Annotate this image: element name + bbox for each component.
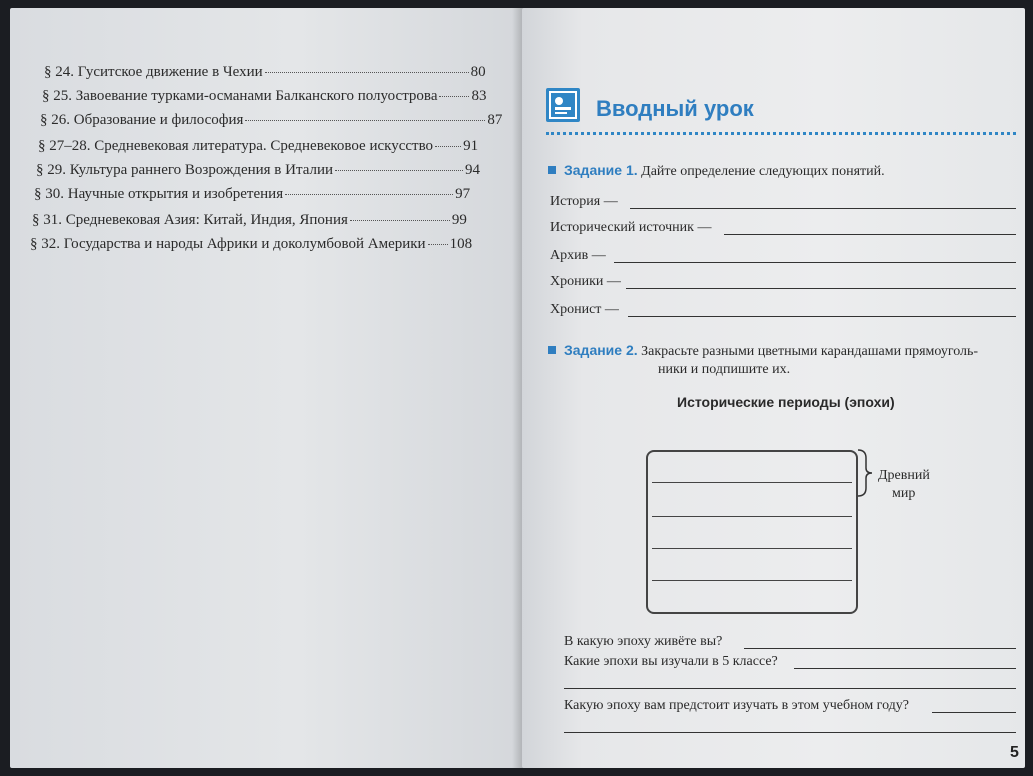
- toc-item-title: § 30. Научные открытия и изобретения: [34, 186, 284, 202]
- toc-item-title: § 29. Культура раннего Возрождения в Италии: [36, 162, 334, 178]
- toc-item[interactable]: [32, 212, 467, 229]
- toc-item-title: § 25. Завоевание турками-османами Балканского полуострова: [42, 88, 438, 104]
- term-label: История —: [550, 194, 618, 209]
- term-label: Исторический источник —: [550, 220, 712, 235]
- square-bullet-icon: [548, 166, 556, 174]
- answer-line-archive[interactable]: [614, 262, 1016, 263]
- toc-item-title: § 24. Гуситское движение в Чехии: [44, 64, 263, 80]
- answer-line-q1[interactable]: [744, 648, 1016, 649]
- toc-leader: [428, 244, 448, 245]
- toc-item[interactable]: [44, 64, 486, 81]
- question-current-epoch: В какую эпоху живёте вы?: [564, 634, 723, 649]
- term-label: Хронист —: [550, 302, 619, 317]
- period-row-divider: [652, 580, 852, 581]
- toc-item-title: § 32. Государства и народы Африки и доколумбовой Америки: [30, 236, 426, 252]
- toc-leader: [435, 146, 461, 147]
- first-period-label: Древний: [878, 468, 930, 483]
- task2-heading: [548, 342, 978, 360]
- toc-item-title: § 27–28. Средневековая литература. Средневековое искусство: [38, 138, 434, 154]
- toc-item-title: § 31. Средневековая Азия: Китай, Индия, Япония: [32, 212, 348, 228]
- toc-item[interactable]: [38, 138, 478, 155]
- toc-item[interactable]: [36, 162, 480, 179]
- task2-label: Задание 2.: [564, 342, 638, 358]
- answer-line-q2[interactable]: [794, 668, 1016, 669]
- toc-item[interactable]: [40, 112, 502, 129]
- header-divider: [546, 132, 1016, 135]
- question-this-year-epoch: Какую эпоху вам предстоит изучать в этом учебном году?: [564, 698, 910, 713]
- answer-line-q3-extra[interactable]: [564, 732, 1016, 733]
- toc-leader: [350, 220, 450, 221]
- left-page: [10, 8, 530, 768]
- toc-leader: [265, 72, 469, 73]
- right-page: [522, 8, 1025, 768]
- task1-heading: [548, 162, 885, 180]
- question-studied-epochs: Какие эпохи вы изучали в 5 классе?: [564, 654, 778, 669]
- answer-line-source[interactable]: [724, 234, 1016, 235]
- toc-item-page: 108: [449, 236, 473, 252]
- toc-leader: [439, 96, 469, 97]
- toc-item[interactable]: [34, 186, 470, 203]
- curly-brace-icon: [856, 448, 876, 498]
- task1-label: Задание 1.: [564, 162, 638, 178]
- answer-line-history[interactable]: [630, 208, 1016, 209]
- toc-item-page: 97: [455, 186, 471, 202]
- period-row-divider: [652, 516, 852, 517]
- toc-leader: [335, 170, 463, 171]
- period-row-divider: [652, 548, 852, 549]
- page-number: 5: [1010, 744, 1019, 761]
- toc-item-page: 94: [465, 162, 481, 178]
- toc-leader: [245, 120, 485, 121]
- answer-line-chronicles[interactable]: [626, 288, 1016, 289]
- task2-text-continued: ники и подпишите их.: [658, 362, 791, 377]
- square-bullet-icon: [548, 346, 556, 354]
- answer-line-q3[interactable]: [932, 712, 1016, 713]
- toc-item-page: 91: [463, 138, 479, 154]
- toc-item[interactable]: [30, 236, 472, 253]
- answer-line-q2-extra[interactable]: [564, 688, 1016, 689]
- toc-item-page: 80: [470, 64, 486, 80]
- toc-leader: [285, 194, 453, 195]
- toc-item[interactable]: [42, 88, 486, 105]
- period-row-divider: [652, 482, 852, 483]
- task2-text: Закрасьте разными цветными карандашами прямоуголь-: [641, 344, 979, 359]
- toc-item-page: 87: [487, 112, 503, 128]
- answer-line-chronicler[interactable]: [628, 316, 1016, 317]
- task1-text: Дайте определение следующих понятий.: [641, 164, 885, 179]
- lesson-title: Вводный урок: [596, 96, 754, 121]
- term-label: Архив —: [550, 248, 606, 263]
- toc-item-page: 99: [451, 212, 467, 228]
- first-period-label-continued: мир: [892, 486, 916, 501]
- term-label: Хроники —: [550, 274, 621, 289]
- periods-diagram[interactable]: [646, 450, 858, 614]
- periods-diagram-title: Исторические периоды (эпохи): [677, 394, 895, 410]
- toc-item-title: § 26. Образование и философия: [40, 112, 244, 128]
- toc-item-page: 83: [471, 88, 487, 104]
- lesson-header-icon: [546, 88, 580, 122]
